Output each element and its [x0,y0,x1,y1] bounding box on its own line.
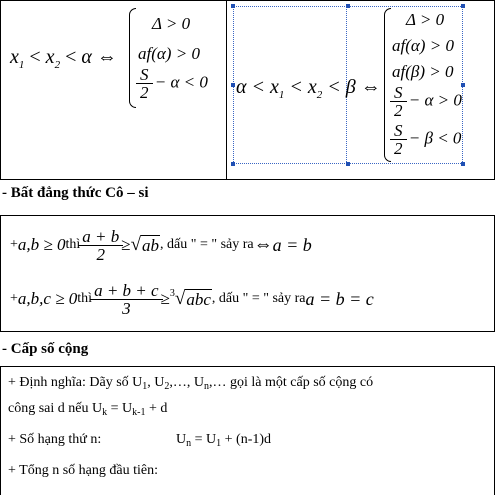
sum-line: + Tổng n số hạng đầu tiên: [8,463,158,478]
right-cond-4: $\frac{S}{2}$ − α > 0 [392,84,462,119]
table-divider [226,1,227,179]
left-cond-2: af(α) > 0 [138,44,200,63]
resize-handle-tl[interactable] [231,4,235,8]
resize-handle-bm[interactable] [346,162,350,166]
resize-handle-tr[interactable] [461,4,465,8]
resize-handle-bl[interactable] [231,162,235,166]
nth-term-formula: $U_n = U_1 + (n-1)d$ [176,432,272,449]
left-cond-1: Δ > 0 [152,14,191,33]
nth-term-line: + Số hạng thứ n: [8,432,102,447]
right-lhs: $\alpha < x_1 < x_2 < \beta$ ⇔ [236,76,381,101]
right-cond-2: af(α) > 0 [392,36,454,55]
section-title-arithmetic: - Cấp số cộng [2,341,89,357]
left-brace [129,8,136,108]
definition-line-1: + Định nghĩa: Dãy số $U_1$, $U_2,\dots$, $U_n,\dots$ gọi là một cấp số cộng có [8,375,374,392]
right-cond-5: $\frac{S}{2}$ − β < 0 [392,122,461,157]
resize-handle-br[interactable] [461,162,465,166]
resize-handle-tm[interactable] [346,4,350,8]
left-lhs: $x_1 < x_2 < \alpha$ ⇔ [10,46,117,71]
cauchy-line-2: + a,b,c ≥ 0 thì $\frac{a + b + c}{3}$ ≥ 3 √ abc , dấu " = " sảy ra a = b = c [10,280,374,318]
resize-handle-ml[interactable] [231,83,235,87]
cauchy-line-1: + a,b ≥ 0 thì $\frac{a + b}{2}$ ≥ √ ab , dấu " = " sảy ra ⇔ a = b [10,226,312,264]
section-title-cauchy: - Bất đẳng thức Cô – si [2,185,149,201]
left-cond-3: $\frac{S}{2}$ − α < 0 [138,66,208,101]
right-cond-1: Δ > 0 [406,10,445,29]
definition-line-2: công sai d nếu $U_k = U_{k-1} + d$ [8,401,168,418]
right-cond-3: af(β) > 0 [392,62,454,81]
